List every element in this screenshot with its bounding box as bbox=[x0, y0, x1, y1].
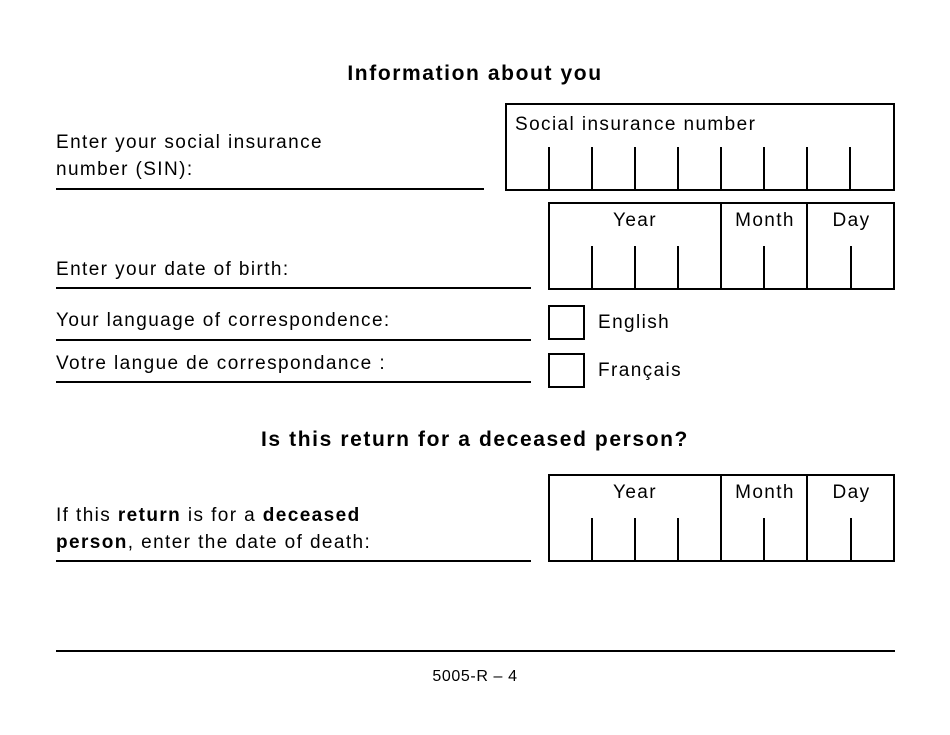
french-option-label: Français bbox=[598, 360, 683, 381]
death-day-label: Day bbox=[832, 482, 871, 503]
section-heading-deceased: Is this return for a deceased person? bbox=[261, 428, 689, 451]
sin-label-line2: number (SIN): bbox=[56, 159, 194, 180]
sin-digit-divider bbox=[591, 147, 593, 189]
language-label-english: Your language of correspondence: bbox=[56, 310, 391, 331]
english-option-label: English bbox=[598, 312, 671, 333]
day-digit-divider bbox=[850, 518, 852, 562]
year-digit-divider bbox=[634, 246, 636, 290]
birth-date-input[interactable] bbox=[548, 202, 895, 290]
sin-digit-divider bbox=[806, 147, 808, 189]
sin-digit-divider bbox=[849, 147, 851, 189]
month-digit-divider bbox=[763, 518, 765, 562]
death-date-label-line1 bbox=[56, 502, 371, 529]
sin-box-title: Social insurance number bbox=[515, 114, 757, 135]
year-digit-divider bbox=[677, 246, 679, 290]
death-date-input[interactable] bbox=[548, 474, 895, 562]
sin-digit-divider bbox=[720, 147, 722, 189]
sin-label-underline bbox=[56, 188, 484, 190]
english-checkbox[interactable] bbox=[548, 305, 585, 340]
language-label-french-underline bbox=[56, 381, 531, 383]
year-digit-divider bbox=[634, 518, 636, 562]
label-bold-deceased: deceased bbox=[262, 505, 361, 526]
label-text: , enter the date of death: bbox=[127, 532, 372, 553]
label-text: If this bbox=[56, 505, 118, 526]
death-date-underline bbox=[56, 560, 531, 562]
year-digit-divider bbox=[591, 518, 593, 562]
sin-input-box[interactable] bbox=[505, 103, 895, 191]
sin-digit-divider bbox=[548, 147, 550, 189]
year-digit-divider bbox=[591, 246, 593, 290]
page-number: 5005-R – 4 bbox=[432, 668, 518, 685]
sin-digit-divider bbox=[677, 147, 679, 189]
birth-date-label: Enter your date of birth: bbox=[56, 259, 290, 280]
sin-digit-divider bbox=[634, 147, 636, 189]
year-digit-divider bbox=[677, 518, 679, 562]
sin-label-line1: Enter your social insurance bbox=[56, 132, 323, 153]
language-label-french: Votre langue de correspondance : bbox=[56, 353, 387, 374]
section-heading-info: Information about you bbox=[347, 62, 603, 85]
label-bold-person: person bbox=[56, 532, 128, 553]
birth-day-label: Day bbox=[832, 210, 871, 231]
month-digit-divider bbox=[763, 246, 765, 290]
death-date-label-line2 bbox=[56, 529, 371, 556]
death-date-label bbox=[56, 502, 371, 556]
birth-year-label: Year bbox=[613, 210, 657, 231]
french-checkbox[interactable] bbox=[548, 353, 585, 388]
day-digit-divider bbox=[850, 246, 852, 290]
death-year-label: Year bbox=[613, 482, 657, 503]
label-bold-return: return bbox=[117, 505, 182, 526]
death-month-label: Month bbox=[735, 482, 795, 503]
sin-label bbox=[56, 129, 323, 183]
birth-date-underline bbox=[56, 287, 531, 289]
label-text: is for a bbox=[181, 505, 263, 526]
birth-month-label: Month bbox=[735, 210, 795, 231]
language-label-english-underline bbox=[56, 339, 531, 341]
footer-rule bbox=[56, 650, 895, 652]
sin-digit-divider bbox=[763, 147, 765, 189]
